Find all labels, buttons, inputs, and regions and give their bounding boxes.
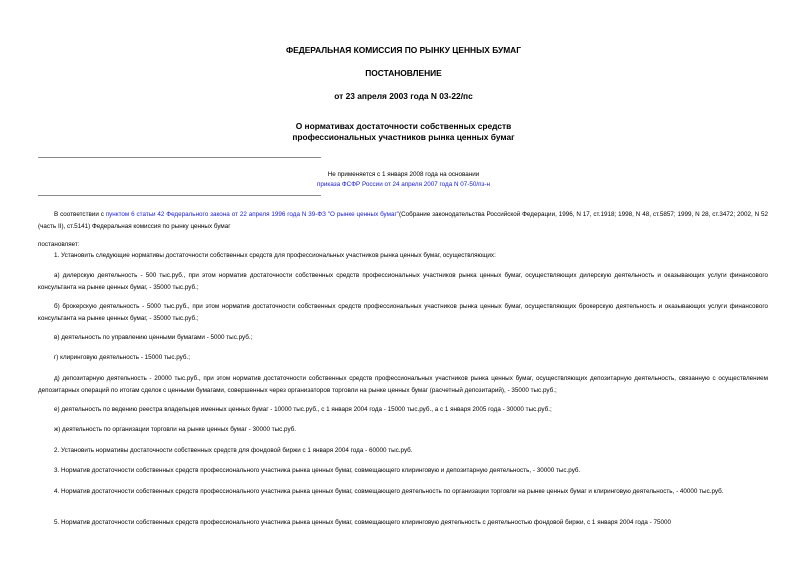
paragraph-1zh-trading: ж) деятельность по организации торговли на рынке ценных бумаг - 30000 тыс.руб.: [54, 426, 297, 433]
paragraph-1: 1. Установить следующие нормативы достаточности собственных средств для профессиональных участников рынка ценных бумаг, осуществляющих:: [54, 252, 496, 259]
paragraph-1g-clearing: г) клиринговую деятельность - 15000 тыс.руб.;: [54, 354, 191, 361]
preamble-suffix: (Собрание законодательства Российской Федерации, 1996, N 17, ст.1918; 1998, N 48, ст.5857; 1999, N 28, ст.3472; 2002, N 52 (часть II), ст.5141) Федеральная комиссия по рынку ценных бумаг: [38, 211, 769, 230]
status-note-line: Не применяется с 1 января 2008 года на основании: [327, 171, 480, 178]
document-type: ПОСТАНОВЛЕНИЕ: [365, 68, 442, 78]
paragraph-1a-dealer: а) дилерскую деятельность - 500 тыс.руб., при этом норматив достаточности собственных средств профессиональных участников рынка ценных бумаг, осуществляющих дилерскую деятельность и оказывающих услуги финансового консультанта на рынке ценных бумаг, - 35000 тыс.руб.;: [38, 272, 768, 291]
paragraph-1v-management: в) деятельность по управлению ценными бумагами - 5000 тыс.руб.;: [54, 334, 253, 341]
preamble-prefix: В соответствии с: [54, 211, 106, 218]
document-title-line-1: О нормативах достаточности собственных средств: [295, 121, 512, 131]
paragraph-5: 5. Норматив достаточности собственных средств профессионального участника рынка ценных бумаг, совмещающего клиринговую деятельность с деятельностью фондовой биржи, с 1 января 2004 года - 75000: [54, 519, 672, 526]
preamble-paragraph: [38, 209, 768, 232]
agency-name: ФЕДЕРАЛЬНАЯ КОМИССИЯ ПО РЫНКУ ЦЕННЫХ БУМАГ: [286, 45, 521, 55]
paragraph-2: 2. Установить нормативы достаточности собственных средств для фондовой биржи с 1 января 2004 года - 60000 тыс.руб.: [54, 447, 413, 454]
paragraph-3: 3. Норматив достаточности собственных средств профессионального участника рынка ценных бумаг, совмещающего клиринговую и депозитарную деятельность, - 30000 тыс.руб.: [54, 467, 581, 474]
top-divider: [38, 157, 321, 158]
bottom-divider: [38, 195, 321, 196]
paragraph-1d-depository: д) депозитарную деятельность - 20000 тыс.руб., при этом норматив достаточности собственных средств профессиональных участников рынка ценных бумаг, осуществляющих депозитарную деятельность, связанную с осуществлением депозитарных операций по итогам сделок с ценными бумагами, совершенных через организаторов торговли на рынке ценных бумаг (расчетный депозитарий), - 35000 тыс.руб.;: [38, 375, 768, 394]
repeal-order-link[interactable]: приказа ФСФР России от 24 апреля 2007 года N 07-50/пз-н: [317, 181, 490, 188]
paragraph-4: 4. Норматив достаточности собственных средств профессионального участника рынка ценных бумаг, совмещающего деятельность по организации торговли на рынке ценных бумаг и клиринговую деятельность, - 40000 тыс.руб.: [54, 488, 724, 495]
document-date-number: от 23 апреля 2003 года N 03-22/пс: [334, 91, 473, 101]
paragraph-1b-broker: б) брокерскую деятельность - 5000 тыс.руб., при этом норматив достаточности собственных средств профессиональных участников рынка ценных бумаг, осуществляющих брокерскую деятельность и оказывающих услуги финансового консультанта на рынке ценных бумаг, - 35000 тыс.руб.;: [38, 303, 768, 322]
paragraph-1e-registry: е) деятельность по ведению реестра владельцев именных ценных бумаг - 10000 тыс.руб., с 1 января 2004 года - 15000 тыс.руб., а с 1 января 2005 года - 30000 тыс.руб.;: [54, 406, 552, 413]
law-article-link[interactable]: пунктом 6 статьи 42 Федерального закона: [105, 211, 230, 218]
decree-word: постановляет:: [38, 241, 80, 248]
status-note-link-line: [0, 180, 807, 189]
federal-law-link[interactable]: от 22 апреля 1996 года N 39-ФЗ "О рынке ценных бумаг": [231, 211, 400, 218]
document-title-line-2: профессиональных участников рынка ценных бумаг: [292, 132, 515, 142]
